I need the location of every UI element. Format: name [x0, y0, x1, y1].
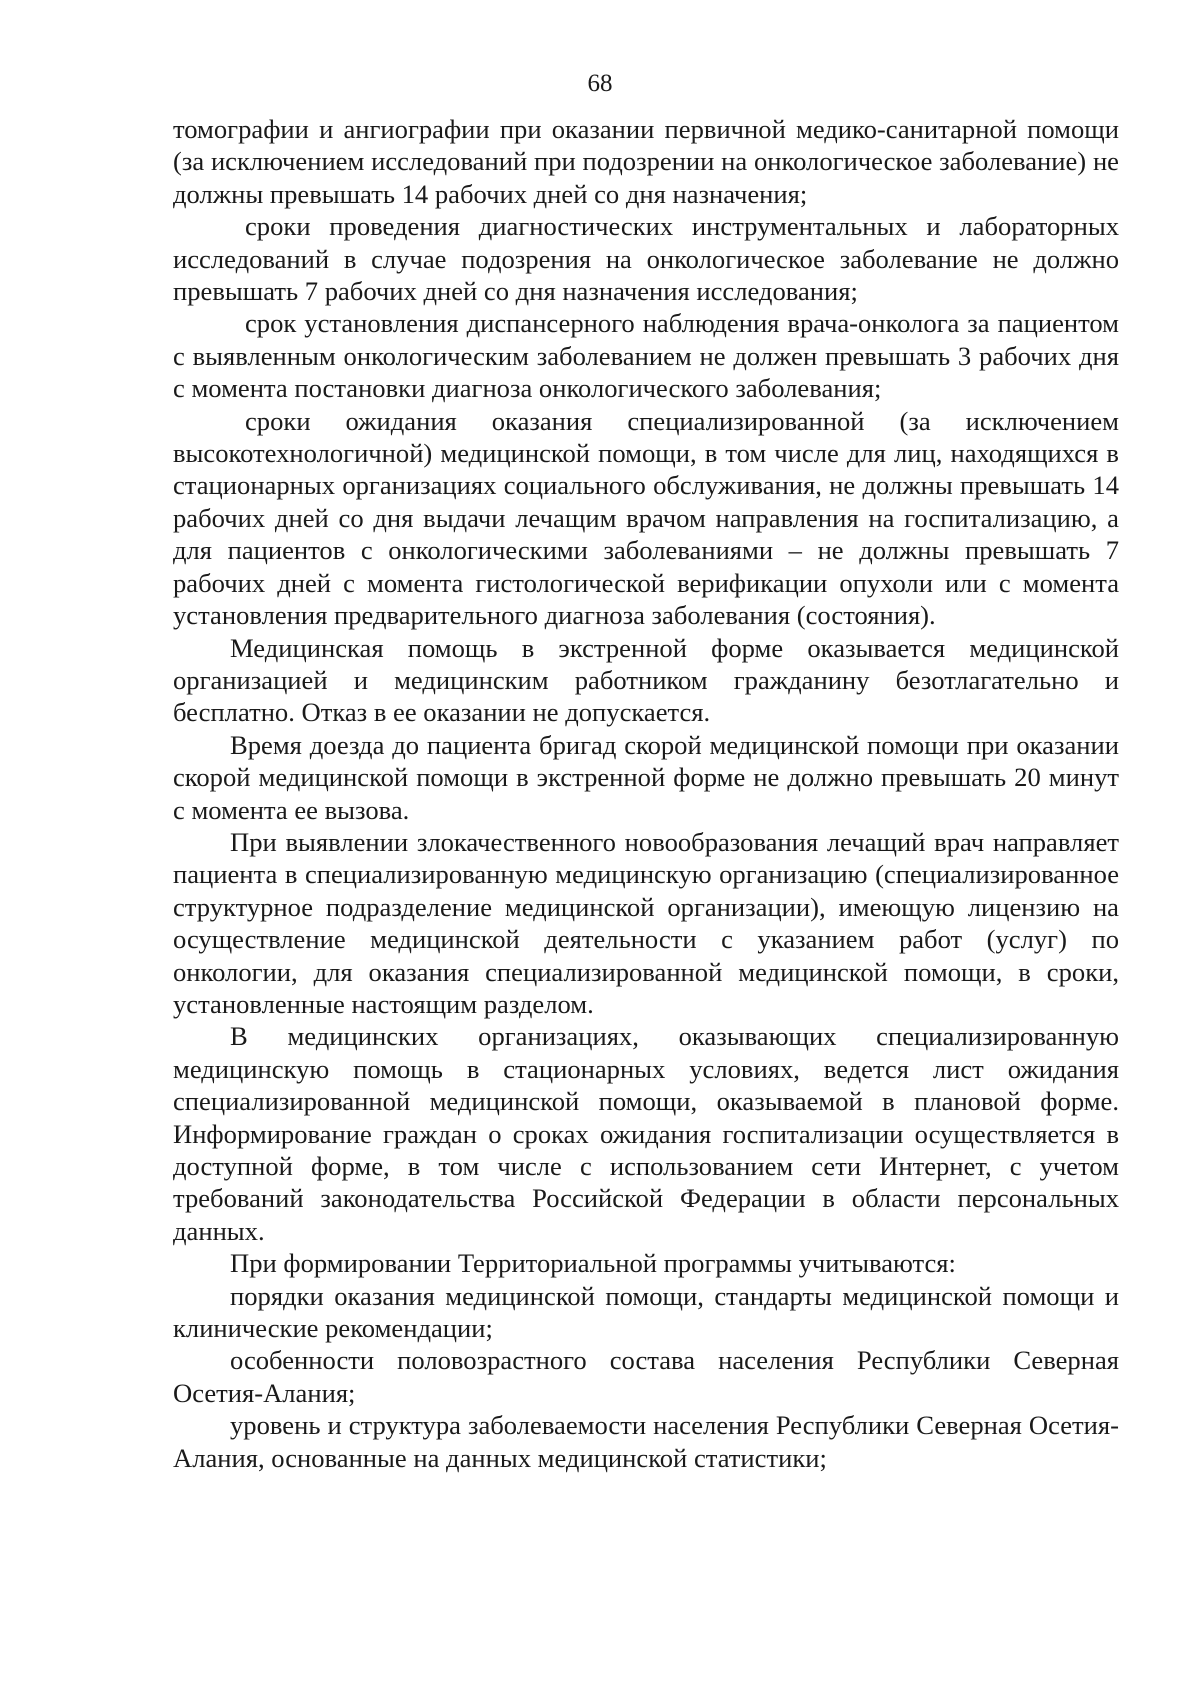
paragraph-morbidity-structure: уровень и структура заболеваемости населения Республики Северная Осетия-Алания, основанные на данных медицинской статистики; — [173, 1410, 1119, 1473]
paragraph-continuation: томографии и ангиографии при оказании первичной медико-санитарной помощи (за исключением исследований при подозрении на онкологическое заболевание) не должны превышать 14 рабочих дней со дня назначения; — [173, 114, 1119, 209]
document-body — [173, 113, 1119, 1474]
paragraph-diagnostic-terms: сроки проведения диагностических инструментальных и лабораторных исследований в случае подозрения на онкологическое заболевание не должно превышать 7 рабочих дней со дня назначения исследования; — [173, 211, 1119, 307]
paragraph-population-composition: особенности половозрастного состава населения Республики Северная Осетия-Алания; — [173, 1345, 1119, 1408]
paragraph-care-procedures: порядки оказания медицинской помощи, стандарты медицинской помощи и клинические рекомендации; — [173, 1280, 1119, 1344]
paragraph-oncologist-observation: срок установления диспансерного наблюдения врача-онколога за пациентом с выявленным онкологическим заболеванием не должен превышать 3 рабочих дня с момента постановки диагноза онкологического заболевания; — [173, 308, 1119, 404]
paragraph-emergency-care: Медицинская помощь в экстренной форме оказывается медицинской организацией и медицинским работником гражданину безотлагательно и бесплатно. Отказ в ее оказании не допускается. — [173, 632, 1119, 728]
paragraph-program-formation: При формировании Территориальной программы учитываются: — [230, 1248, 956, 1279]
paragraph-ambulance-arrival: Время доезда до пациента бригад скорой медицинской помощи при оказании скорой медицинской помощи в экстренной форме не должно превышать 20 минут с момента ее вызова. — [173, 729, 1119, 825]
paragraph-waiting-list: В медицинских организациях, оказывающих специализированную медицинскую помощь в стационарных условиях, ведется лист ожидания специализированной медицинской помощи, оказываемой в плановой форме. Информирование граждан о сроках ожидания госпитализации осуществляется в доступной форме, в том числе с использованием сети Интернет, с учетом требований законодательства Российской Федерации в области персональных данных. — [173, 1021, 1119, 1246]
paragraph-specialized-care-waiting: сроки ожидания оказания специализированной (за исключением высокотехнологичной) медицинской помощи, в том числе для лиц, находящихся в стационарных организациях социального обслуживания, не должны превышать 14 рабочих дней со дня выдачи лечащим врачом направления на госпитализацию, а для пациентов с онкологическими заболеваниями – не должны превышать 7 рабочих дней с момента гистологической верификации опухоли или с момента установления предварительного диагноза заболевания (состояния). — [173, 405, 1119, 631]
page-number: 68 — [587, 70, 613, 97]
paragraph-malignant-neoplasm: При выявлении злокачественного новообразования лечащий врач направляет пациента в специализированную медицинскую организацию (специализированное структурное подразделение медицинской организации), имеющую лицензию на осуществление медицинской деятельности с указанием работ (услуг) по онкологии, для оказания специализированной медицинской помощи, в сроки, установленные настоящим разделом. — [173, 826, 1119, 1019]
